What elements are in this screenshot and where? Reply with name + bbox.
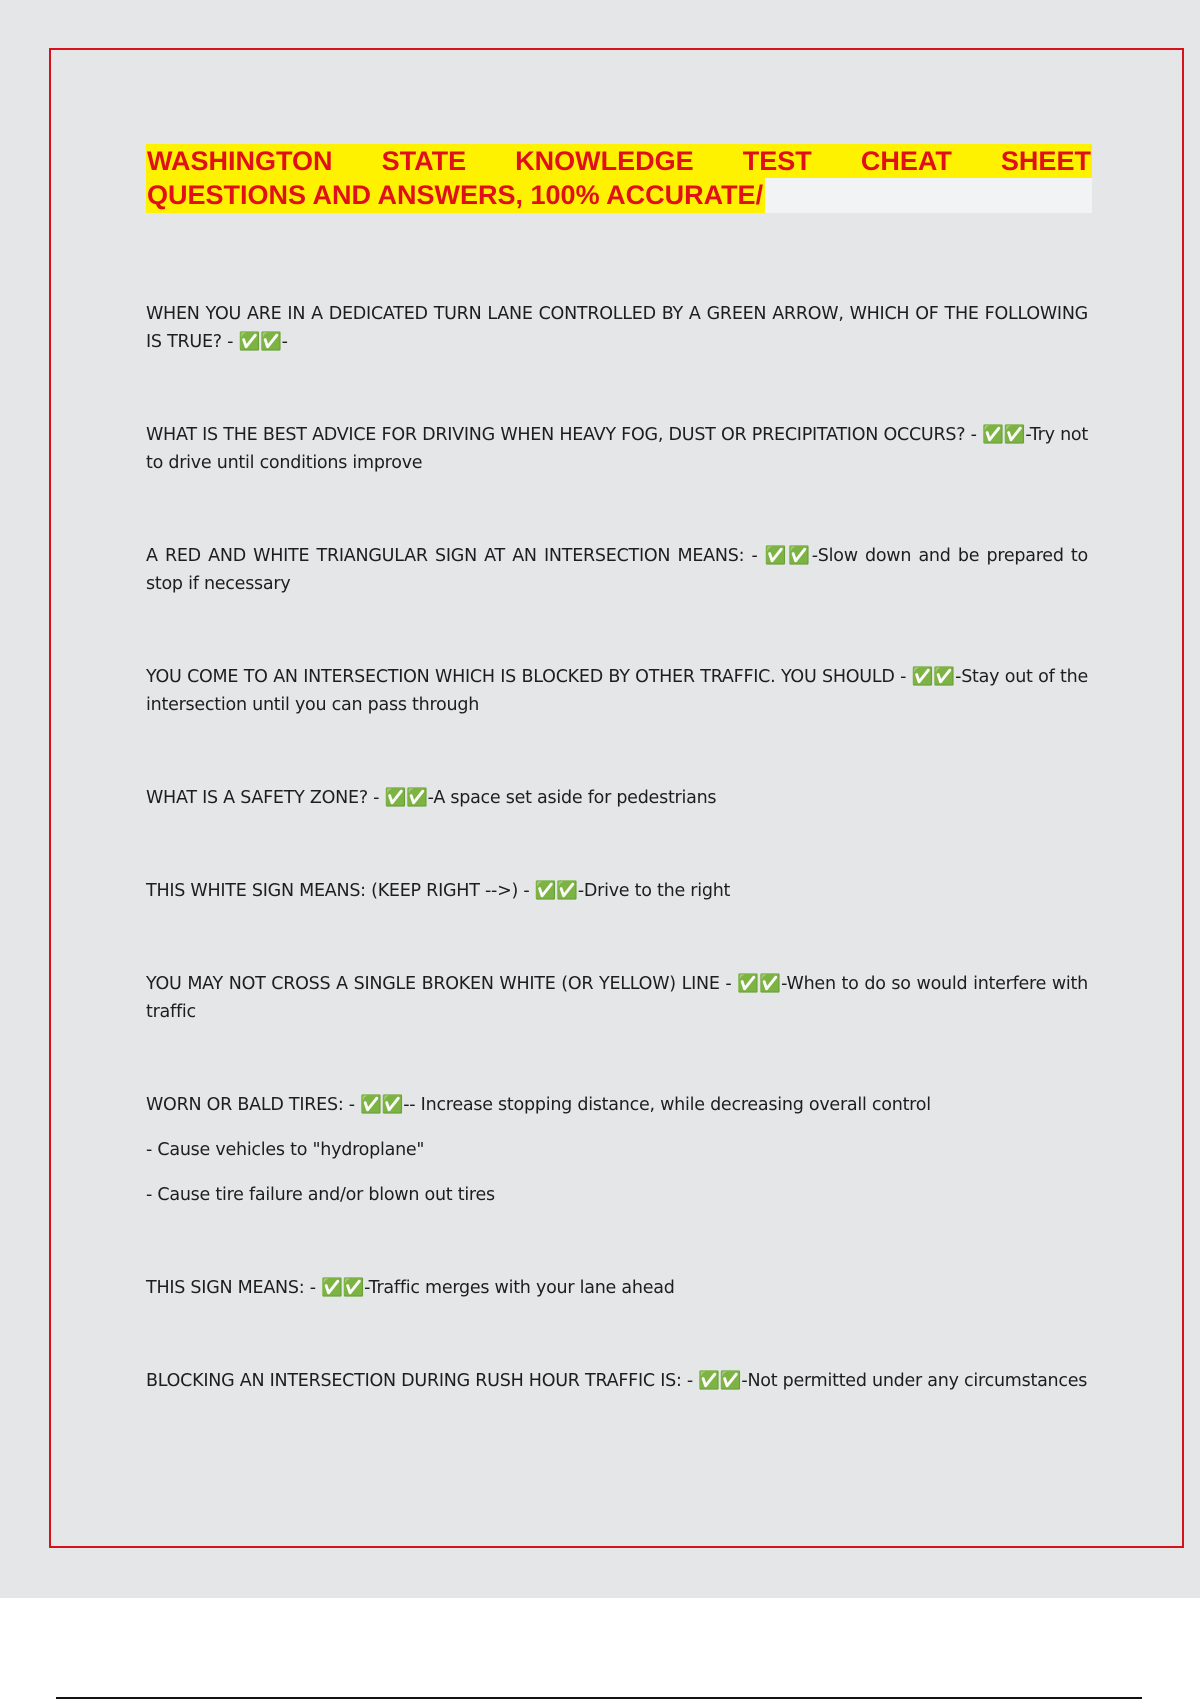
qa-item-extra-line: - Cause vehicles to "hydroplane" [146, 1140, 425, 1160]
title-word: CHEAT [860, 146, 952, 176]
qa-item: WHEN YOU ARE IN A DEDICATED TURN LANE CONTROLLED BY A GREEN ARROW, WHICH OF THE FOLLOWING IS TRUE? - ✅✅- [146, 304, 1088, 352]
qa-item-group [146, 1091, 1088, 1209]
title-word: WASHINGTON [147, 146, 333, 176]
qa-item: WORN OR BALD TIRES: - ✅✅-- Increase stopping distance, while decreasing overall control [146, 1095, 931, 1115]
title-line-2-text: QUESTIONS AND ANSWERS, 100% ACCURATE/ [146, 178, 765, 213]
qa-item: BLOCKING AN INTERSECTION DURING RUSH HOUR TRAFFIC IS: - ✅✅-Not permitted under any circumstances [146, 1371, 1088, 1391]
qa-item: THIS SIGN MEANS: - ✅✅-Traffic merges with your lane ahead [146, 1278, 675, 1298]
qa-list [146, 300, 1088, 1395]
qa-item: A RED AND WHITE TRIANGULAR SIGN AT AN INTERSECTION MEANS: - ✅✅-Slow down and be prepared to stop if necessary [146, 546, 1088, 594]
qa-item: THIS WHITE SIGN MEANS: (KEEP RIGHT -->) - ✅✅-Drive to the right [146, 881, 731, 901]
qa-item-extra-line: - Cause tire failure and/or blown out tires [146, 1185, 495, 1205]
title-word: KNOWLEDGE [515, 146, 694, 176]
title-line-2 [146, 178, 1092, 213]
qa-item: YOU COME TO AN INTERSECTION WHICH IS BLOCKED BY OTHER TRAFFIC. YOU SHOULD - ✅✅-Stay out of the intersection until you can pass through [146, 667, 1088, 715]
qa-item: WHAT IS A SAFETY ZONE? - ✅✅-A space set aside for pedestrians [146, 788, 717, 808]
title-word: TEST [742, 146, 812, 176]
document-title [146, 144, 1092, 213]
title-line-1 [146, 144, 1092, 178]
footer-divider [56, 1697, 1142, 1699]
title-word: STATE [381, 146, 467, 176]
title-word: SHEET [1000, 146, 1091, 176]
qa-item: YOU MAY NOT CROSS A SINGLE BROKEN WHITE (OR YELLOW) LINE - ✅✅-When to do so would interfere with traffic [146, 974, 1088, 1022]
qa-item: WHAT IS THE BEST ADVICE FOR DRIVING WHEN HEAVY FOG, DUST OR PRECIPITATION OCCURS? - ✅✅-Try not to drive until conditions improve [146, 425, 1088, 473]
